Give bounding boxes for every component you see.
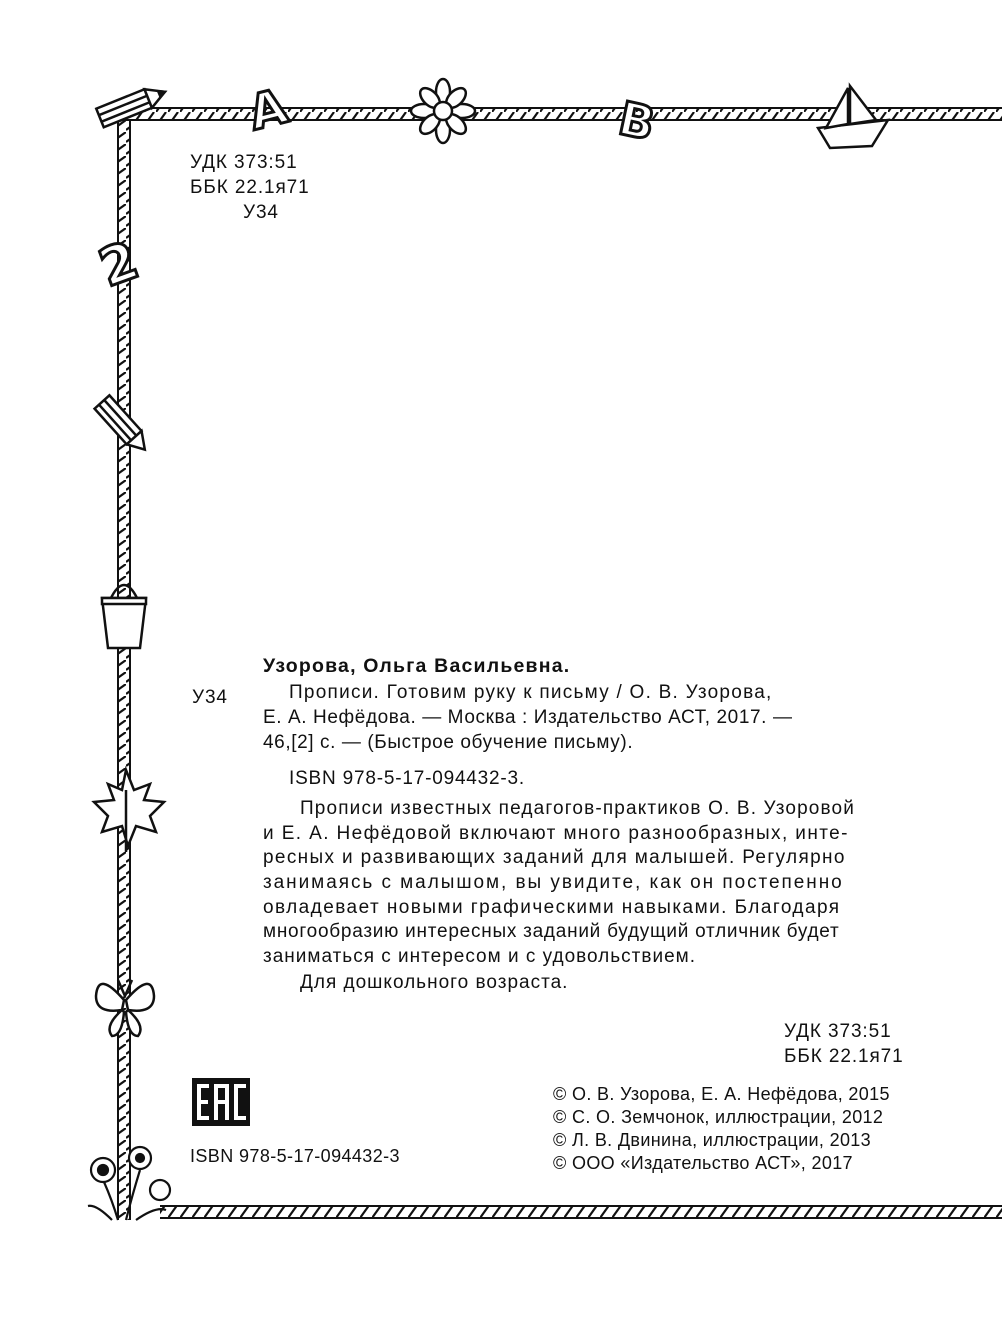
age-note: Для дошкольного возраста.	[300, 972, 569, 993]
letter-v-icon	[614, 91, 660, 151]
svg-text:В: В	[614, 90, 660, 152]
title-line-1: Прописи. Готовим руку к письму / О. В. Узорова,	[289, 682, 773, 703]
header-udk: УДК 373:51	[190, 152, 298, 173]
copyright-line: © ООО «Издательство АСТ», 2017	[553, 1153, 853, 1173]
annotation-line-2: и Е. А. Нефёдовой включают много разнообразных, инте-	[263, 823, 849, 844]
title-line-3: 46,[2] с. — (Быстрое обучение письму).	[263, 732, 634, 753]
record-isbn: ISBN 978-5-17-094432-3.	[289, 768, 525, 789]
bottom-isbn: ISBN 978-5-17-094432-3	[190, 1146, 400, 1166]
bottom-rope	[160, 1206, 1002, 1218]
footer-bbk: ББК 22.1я71	[784, 1046, 904, 1067]
maple-leaf-icon	[94, 770, 164, 852]
letter-a-icon	[243, 78, 293, 141]
copyright-line: © С. О. Земчонок, иллюстрации, 2012	[553, 1107, 884, 1127]
title-line-2: Е. А. Нефёдова. — Москва : Издательство АСТ, 2017. —	[263, 707, 793, 728]
flower-icon	[411, 79, 475, 143]
annotation-line-3: ресных и развивающих заданий для малышей. Регулярно	[263, 847, 846, 868]
author-heading: Узорова, Ольга Васильевна.	[263, 655, 571, 677]
annotation-line-5: овладевает новыми графическими навыками. Благодаря	[263, 897, 841, 918]
annotation-line-4: занимаясь с малышом, вы увидите, как он постепенно	[263, 872, 844, 893]
eac-certification-mark	[192, 1078, 250, 1126]
copyright-line: © Л. В. Двинина, иллюстрации, 2013	[553, 1130, 872, 1150]
annotation-line-1: Прописи известных педагогов-практиков О. В. Узоровой	[300, 798, 856, 819]
header-author-mark: У34	[243, 202, 279, 223]
annotation-line-6: многообразию интересных заданий будущий отличник будет	[263, 921, 840, 942]
footer-udk: УДК 373:51	[784, 1021, 892, 1042]
copyright-line: © О. В. Узорова, Е. А. Нефёдова, 2015	[553, 1084, 890, 1104]
digit-two-icon	[92, 230, 147, 299]
svg-text:А: А	[243, 78, 293, 142]
header-bbk: ББК 22.1я71	[190, 177, 310, 198]
annotation-line-7: заниматься с интересом и с удовольствием.	[263, 946, 696, 967]
record-author-mark: У34	[192, 687, 228, 708]
svg-text:2: 2	[91, 230, 147, 300]
